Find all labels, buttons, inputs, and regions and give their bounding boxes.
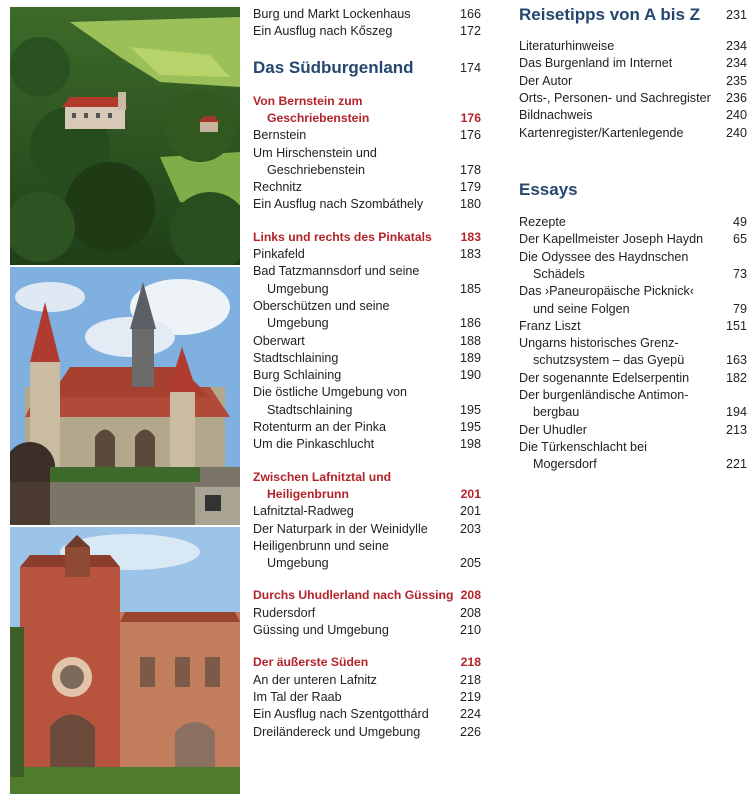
toc-entry-page: 73: [732, 266, 747, 281]
toc-entry-page: 183: [459, 247, 481, 261]
toc-entry-text: An der unteren Lafnitz: [253, 672, 377, 687]
toc-entry-text: Der Uhudler: [519, 422, 587, 437]
toc-entry-page: 172: [459, 24, 481, 39]
toc-entry-text: Rezepte: [519, 215, 566, 229]
toc-entry-page: 203: [459, 521, 481, 536]
toc-entry-page: 208: [459, 605, 481, 620]
toc-entry-text: Literaturhinweise: [519, 39, 615, 53]
toc-entry-text: Orts-, Personen- und Sachregister: [519, 90, 711, 105]
toc-entry-text: Kartenregister/Kartenlegende: [519, 125, 684, 140]
toc-entry-page: 178: [459, 162, 481, 177]
toc-entry-text: Der Autor: [519, 73, 573, 88]
toc-entry-page: 190: [459, 368, 481, 383]
toc-entry-page: 163: [725, 353, 747, 368]
toc-group-heading-text: Durchs Uhudlerland nach Güssing: [253, 588, 454, 603]
toc-entry-text: Ungarns historisches Grenz-: [519, 336, 679, 351]
toc-entry-text: Das Burgenland im Internet: [519, 56, 673, 71]
toc-group-heading-text: Von Bernstein zum: [253, 93, 363, 108]
toc-entry-page: 79: [732, 301, 747, 316]
red-brick-church-photo: [10, 527, 240, 794]
section-title-essays: Essays: [519, 180, 578, 199]
toc-entry-text: Der burgenländische Antimon-: [519, 388, 689, 402]
toc-group-heading-text: Zwischen Lafnitztal und: [253, 469, 392, 484]
toc-entry-text: Rudersdorf: [253, 605, 316, 620]
photo-column: [10, 7, 240, 794]
toc-entry-page: 226: [459, 724, 481, 739]
toc-entry-text: Der Kapellmeister Joseph Haydn: [519, 232, 704, 247]
toc-group-heading-text: Der äußerste Süden: [253, 655, 369, 670]
toc-entry-text: Dreiländereck und Umgebung: [253, 724, 421, 739]
toc-entry-text: Bad Tatzmannsdorf und seine: [253, 264, 420, 279]
toc-entry-page: 236: [725, 90, 747, 105]
toc-entry-page: 234: [725, 56, 747, 71]
toc-entry-page: 221: [725, 457, 747, 472]
toc-entry-text: Geschriebenstein: [267, 162, 366, 177]
toc-entry-page: 210: [459, 623, 481, 637]
toc-entry-text: Stadtschlaining: [267, 402, 353, 417]
toc-entry-text: Umgebung: [267, 556, 329, 571]
toc-entry-text: Der Naturpark in der Weinidylle: [253, 521, 428, 536]
toc-entry-text: Rotenturm an der Pinka: [253, 420, 387, 434]
toc-entry-page: 218: [459, 672, 481, 687]
toc-entry-page: 194: [725, 405, 747, 420]
toc-entry-page: 234: [725, 39, 747, 53]
toc-entry-page: 179: [459, 180, 481, 195]
toc-entry-text: Mogersdorf: [533, 457, 597, 472]
toc-entry-page: 205: [459, 556, 481, 571]
toc-entry-text: Die Odyssee des Haydnschen: [519, 249, 689, 264]
toc-entry-text: Die östliche Umgebung von: [253, 385, 408, 400]
castle-forest-photo: [10, 7, 240, 265]
toc-entry-text: schutzsystem – das Gyepü: [533, 353, 685, 368]
toc-entry-text: Ein Ausflug nach Szentgotthárd: [253, 707, 429, 722]
toc-entry-page: 189: [459, 350, 481, 365]
toc-entry-text: Bernstein: [253, 128, 307, 143]
toc-entry-page: 195: [459, 402, 481, 417]
toc-entry-text: Die Türkenschlacht bei: [519, 439, 647, 454]
toc-entry-page: 166: [459, 7, 481, 21]
toc-entry-text: Umgebung: [267, 281, 329, 296]
toc-entry-page: 235: [725, 73, 747, 88]
toc-group-heading-page: 201: [460, 486, 481, 501]
toc-entry-text: Burg und Markt Lockenhaus: [253, 7, 411, 21]
toc-entry-text: Bildnachweis: [519, 108, 593, 123]
toc-entry-text: Pinkafeld: [253, 247, 305, 261]
toc-entry-text: Ein Ausflug nach Szombáthely: [253, 197, 424, 212]
section-title-suedburgenland-page: 174: [459, 60, 481, 75]
gothic-church-photo: [10, 267, 240, 525]
toc-entry-page: 151: [725, 318, 747, 333]
toc-column-1: [253, 0, 481, 800]
toc-entry-text: Im Tal der Raab: [253, 689, 342, 704]
toc-entry-page: 186: [459, 316, 481, 331]
toc-group-heading-text: Heiligenbrunn: [267, 486, 349, 501]
toc-group-heading-page: 218: [460, 655, 481, 670]
toc-entry-page: 49: [732, 215, 747, 229]
toc-entry-page: 176: [459, 128, 481, 143]
toc-entry-text: Der sogenannte Edelserpentin: [519, 370, 690, 385]
section-title-reisetipps: Reisetipps von A bis Z: [519, 5, 701, 24]
toc-entry-page: 185: [459, 281, 481, 296]
toc-entry-page: 195: [459, 420, 481, 434]
toc-entry-text: und seine Folgen: [533, 301, 630, 316]
toc-entry-text: Lafnitztal-Radweg: [253, 504, 354, 519]
toc-entry-page: 198: [459, 437, 481, 452]
toc-entry-text: Ein Ausflug nach Kőszeg: [253, 24, 393, 39]
toc-entry-text: Oberschützen und seine: [253, 298, 390, 313]
toc-entry-text: Das ›Paneuropäische Picknick‹: [519, 284, 694, 299]
toc-entry-text: Oberwart: [253, 333, 305, 348]
toc-entry-text: Stadtschlaining: [253, 350, 339, 365]
toc-entry-text: Schädels: [533, 266, 585, 281]
toc-entry-text: Um die Pinkaschlucht: [253, 437, 375, 452]
toc-entry-text: Burg Schlaining: [253, 368, 342, 383]
toc-entry-page: 182: [725, 370, 747, 385]
toc-entry-text: Rechnitz: [253, 180, 302, 195]
toc-entry-page: 180: [459, 197, 481, 212]
toc-entry-text: Umgebung: [267, 316, 329, 331]
toc-entry-text: Um Hirschenstein und: [253, 145, 377, 160]
toc-entry-page: 240: [725, 125, 747, 140]
section-title-suedburgenland: Das Südburgenland: [253, 57, 414, 77]
toc-entry-page: 213: [725, 422, 747, 437]
toc-column-2: [519, 0, 747, 800]
toc-group-heading-page: 176: [460, 110, 481, 125]
toc-entry-text: Franz Liszt: [519, 318, 581, 333]
toc-group-heading-page: 183: [460, 229, 481, 244]
toc-group-heading-page: 208: [460, 588, 481, 603]
toc-entry-text: bergbau: [533, 405, 580, 420]
toc-group-heading-text: Geschriebenstein: [267, 110, 370, 125]
toc-entry-page: 201: [459, 504, 481, 519]
toc-entry-text: Heiligenbrunn und seine: [253, 538, 389, 553]
toc-entry-page: 188: [459, 333, 481, 348]
toc-entry-text: Güssing und Umgebung: [253, 623, 389, 637]
section-title-reisetipps-page: 231: [725, 8, 747, 22]
toc-entry-page: 65: [732, 232, 747, 247]
toc-entry-page: 224: [459, 707, 481, 722]
toc-group-heading-text: Links und rechts des Pinkatals: [253, 229, 432, 244]
toc-entry-page: 219: [459, 689, 481, 704]
toc-entry-page: 240: [725, 108, 747, 123]
